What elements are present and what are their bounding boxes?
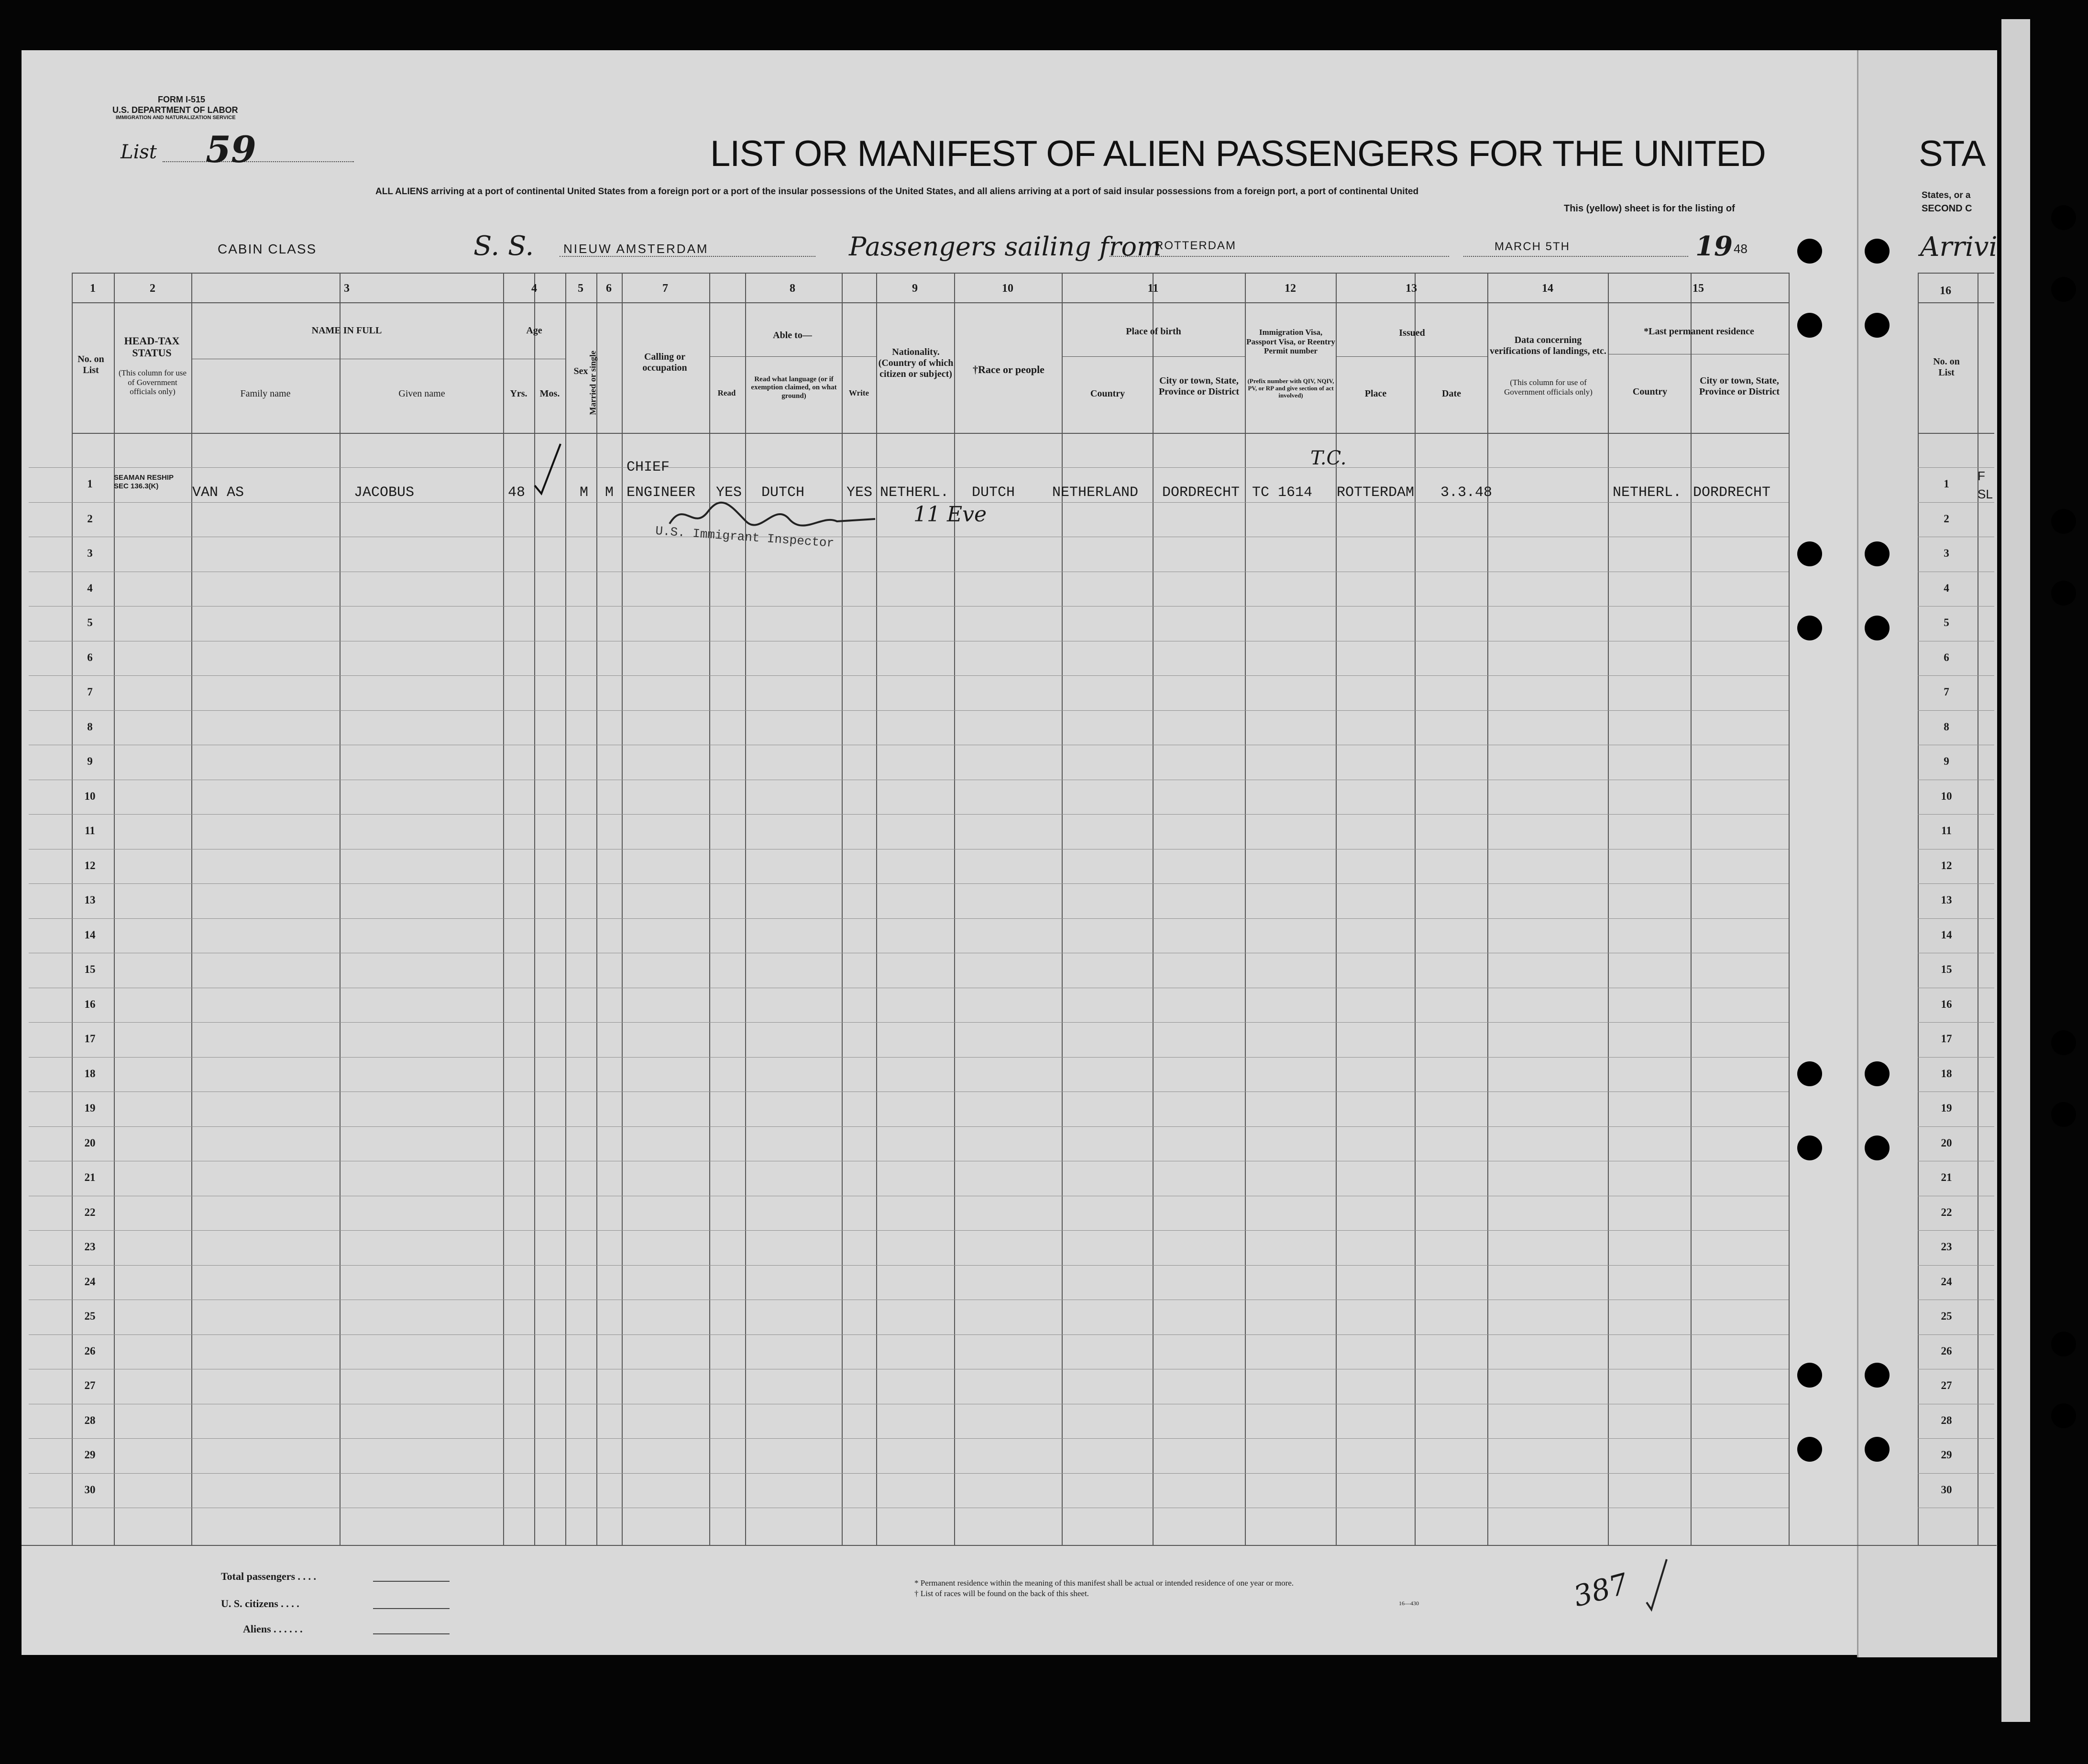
punch-hole [1797,1437,1822,1462]
birth-city: DORDRECHT [1162,485,1240,501]
punch-hole [1865,616,1890,640]
punch-hole [1797,1061,1822,1086]
row-number: 23 [84,1241,96,1253]
grid-row-line [29,1473,1789,1474]
edge-strip [2001,19,2030,1722]
column-number: 8 [790,282,795,295]
header-issued-date: Date [1442,388,1461,399]
grid-column-line [1608,273,1609,1545]
row-number: 11 [85,825,95,837]
grid-subheader-line [1062,356,1245,357]
row-number: 8 [87,720,93,733]
header-able-to: Able to— [773,330,812,341]
header-issued: Issued [1399,328,1425,338]
row-number: 18 [84,1067,96,1080]
issued-place: ROTTERDAM [1337,485,1415,501]
grid-row-line [29,710,1789,711]
column-number: 12 [1285,282,1296,295]
header-family-name: Family name [240,388,291,399]
grid-row-line [1918,675,1994,676]
header-visa-note: (Prefix number with QIV, NQIV, PV, or RP and give section of act involved) [1247,377,1334,399]
grid-row-line [29,1057,1789,1058]
grid-row-line [1918,502,1994,503]
grid-column-line [876,273,877,1545]
column-number: 4 [531,282,537,295]
header-nationality: Nationality. (Country of which citizen or subject) [878,347,954,379]
row-number: 14 [84,928,96,941]
punch-hole [2051,1030,2076,1055]
grid-subheader-line [1336,356,1487,357]
grid-header-line [72,273,1789,274]
grid-column-line [1415,273,1416,1545]
column-number: 14 [1542,282,1553,295]
row-number-right: 22 [1941,1206,1952,1218]
header-place-of-birth: Place of birth [1126,326,1181,337]
row-number: 19 [84,1102,96,1114]
grid-row-line [1918,710,1994,711]
occupation-line2: ENGINEER [626,485,696,501]
sailing-label: Passengers sailing from [849,232,1162,262]
grid-column-line [1789,273,1790,1545]
page-number: 387 [1570,1567,1632,1614]
grid-row-line [29,675,1789,676]
punch-hole [1797,541,1822,566]
form-id: FORM I-515 [158,95,206,104]
header-married: Married or single [588,351,598,415]
manifest-subtitle-continued: States, or a [1922,190,1971,200]
row-number-right: 17 [1941,1033,1952,1045]
header-head-tax-note: (This column for use of Government officials only) [118,368,187,397]
sheet-note: This (yellow) sheet is for the listing of [1564,203,1735,214]
row-number-right: 25 [1941,1310,1952,1322]
row-number: 4 [87,582,93,594]
footer-note-2: † List of races will be found on the back of this sheet. [914,1589,1089,1598]
row-number: 20 [84,1136,96,1149]
right-row-label-1: F [1978,469,1985,483]
residence-city: DORDRECHT [1693,485,1771,501]
row-number: 22 [84,1206,96,1218]
form-code: 16—430 [1399,1600,1419,1607]
punch-hole [1865,541,1890,566]
grid-column-line [565,273,566,1545]
grid-row-line [1918,467,1994,468]
header-name-in-full: NAME IN FULL [311,325,382,336]
grid-row-line [29,502,1789,503]
row-number: 15 [84,963,96,975]
nationality: NETHERL. [880,485,949,501]
row-number-right: 15 [1941,963,1952,975]
column-number: 5 [578,282,583,295]
row-number: 7 [87,686,93,698]
visa-number: TC 1614 [1252,485,1313,501]
row-number-right: 29 [1941,1449,1952,1461]
header-birth-country: Country [1090,388,1125,399]
grid-column-line [191,273,192,1545]
column-number: 3 [344,282,350,295]
inspector-stamp: U.S. Immigrant Inspector [655,523,835,551]
grid-row-line [29,1334,1789,1335]
punch-hole [1865,1136,1890,1160]
header-write: Write [848,388,869,397]
grid-row-line [29,814,1789,815]
punch-hole [1797,1363,1822,1388]
grid-column-line [1062,273,1063,1545]
punch-hole [1865,1363,1890,1388]
sex: M [580,485,589,501]
footer-checkmark [1643,1555,1671,1612]
can-read: YES [716,485,742,501]
row-number-right: 8 [1944,720,1949,733]
row-number-right: 6 [1944,651,1949,663]
punch-hole [1865,1061,1890,1086]
grid-column-line [622,273,623,1545]
grid-row-line [1918,1022,1994,1023]
manifest-sheet [22,50,1857,1655]
year-suffix: 48 [1734,242,1747,256]
grid-row-line [29,1438,1789,1439]
grid-row-line [1918,814,1994,815]
punch-hole [2051,205,2076,230]
grid-column-line [954,273,955,1545]
grid-header-line [72,433,1789,434]
grid-row-line [1918,883,1994,884]
header-residence-city: City or town, State, Province or District [1699,375,1780,397]
marital-status: M [605,485,614,501]
row-number: 27 [84,1379,96,1391]
punch-hole [2051,277,2076,302]
residence-country: NETHERL. [1613,485,1682,501]
us-citizens-label: U. S. citizens . . . . [221,1598,299,1610]
row-number: 24 [84,1275,96,1288]
row-number-right: 12 [1941,859,1952,871]
grid-header-line [72,302,1789,303]
row-number-right: 7 [1944,686,1949,698]
header-no-on-list: No. on List [77,354,104,375]
row-number-right: 18 [1941,1067,1952,1080]
department-name: U.S. DEPARTMENT OF LABOR [112,105,238,115]
total-line [373,1581,450,1582]
grid-column-line [72,273,73,1545]
manifest-subtitle: ALL ALIENS arriving at a port of continental United States from a foreign port or a port of the insular possessions of the United States, and all aliens arriving at a port of said insular possessions from a foreign port, a port of continental United [375,187,1419,197]
row-number-right: 19 [1941,1102,1952,1114]
row-number-right: 30 [1941,1483,1952,1496]
port-name: ROTTERDAM [1155,239,1236,252]
grid-column-line [114,273,115,1545]
row-number: 12 [84,859,96,871]
row-number: 16 [84,998,96,1010]
arriving-label: Arrivi [1920,232,1998,263]
sheet-note-continued: SECOND C [1922,203,1972,214]
header-sex: Sex [573,366,588,376]
birth-country: NETHERLAND [1052,485,1139,501]
header-data-concerning: Data concerning verifications of landings, etc. [1490,335,1606,356]
date-underline [1463,256,1688,257]
punch-hole [1797,239,1822,264]
row-number: 3 [87,547,93,559]
row-number-right: 27 [1941,1379,1952,1391]
aliens-label: Aliens . . . . . . [243,1623,303,1635]
row-number-right: 23 [1941,1241,1952,1253]
family-name: VAN AS [192,485,244,501]
header-residence-country: Country [1632,386,1668,397]
header-issued-place: Place [1364,388,1387,399]
header-birth-city: City or town, State, Province or District [1158,375,1240,397]
grid-row-line [29,883,1789,884]
row-number: 25 [84,1310,96,1322]
grid-row-line [1918,1057,1994,1058]
punch-hole [2051,1403,2076,1428]
age-checkmark [531,440,564,497]
header-race: †Race or people [973,364,1044,375]
column-number: 15 [1692,282,1704,295]
manifest-title-continued: STA [1919,133,1986,174]
service-name: IMMIGRATION AND NATURALIZATION SERVICE [116,115,236,121]
header-age: Age [526,325,542,336]
row-number-right: 2 [1944,512,1949,525]
grid-column-line [340,273,341,1545]
grid-subheader-line [709,356,876,357]
race: DUTCH [972,485,1015,501]
cabin-class: CABIN CLASS [218,242,317,256]
row-number: 13 [84,894,96,906]
row-number-right: 24 [1941,1275,1952,1288]
row-number-right: 20 [1941,1136,1952,1149]
grid-column-line [745,273,746,1545]
row-number: 9 [87,755,93,767]
header-yrs: Yrs. [510,388,527,399]
grid-row-line [1918,1230,1994,1231]
list-label: List [121,141,157,163]
column-number: 7 [662,282,668,295]
row-number-right: 5 [1944,617,1949,628]
row-number-right: 3 [1944,547,1949,559]
punch-hole [2051,1102,2076,1127]
can-write: YES [846,485,873,501]
year-prefix: 19 [1695,231,1733,262]
row-number-right: 4 [1944,582,1949,594]
row-number-right: 11 [1941,825,1952,837]
column-number: 10 [1002,282,1013,295]
grid-column-line [1487,273,1488,1545]
grid-column-line [503,273,504,1545]
ship-name: NIEUW AMSTERDAM [563,242,709,256]
row-number-right: 10 [1941,790,1952,802]
punch-hole [2051,581,2076,606]
grid-row-line [29,1022,1789,1023]
grid-row-line [29,1091,1789,1092]
grid-header-line [1918,433,1994,434]
grid-column-line [842,273,843,1545]
right-row-label-2: SL [1978,487,1993,501]
row-number: 28 [84,1414,96,1426]
punch-hole [1797,313,1822,338]
header-no-on-list-right: No. on List [1933,356,1960,378]
row-number: 10 [84,790,96,802]
port-underline [1110,256,1449,257]
read-language: DUTCH [761,485,805,501]
grid-row-line [29,467,1789,468]
grid-row-line [1918,1126,1994,1127]
row-number-right: 21 [1941,1171,1952,1183]
occupation-line1: CHIEF [626,459,670,475]
column-number: 9 [912,282,918,295]
grid-row-line [1918,918,1994,919]
given-name: JACOBUS [354,485,415,501]
row-number: 17 [84,1033,96,1045]
header-head-tax: HEAD-TAX STATUS [124,335,180,359]
row-number: 30 [84,1483,96,1496]
column-number-16: 16 [1940,285,1951,297]
grid-row-line [1918,1438,1994,1439]
grid-column-line [709,273,710,1545]
footer-note-1: * Permanent residence within the meaning of this manifest shall be actual or intended residence of one year or more. [914,1578,1294,1588]
grid-row-line [1918,1265,1994,1266]
header-calling: Calling or occupation [642,352,687,373]
row-number-right: 14 [1941,928,1952,941]
row-number-right: 26 [1941,1345,1952,1357]
header-mos: Mos. [539,388,560,399]
header-read: Read [717,388,736,397]
row-number: 1 [87,478,93,490]
manifest-title: LIST OR MANIFEST OF ALIEN PASSENGERS FOR THE UNITED [710,133,1766,174]
row-number-right: 16 [1941,998,1952,1010]
row-number-right: 28 [1941,1414,1952,1426]
column-number: 6 [606,282,612,295]
column-number: 1 [90,282,96,295]
column-number: 11 [1147,282,1159,295]
signature-note: 11 Eve [913,502,987,527]
column-number: 13 [1406,282,1417,295]
grid-row-line [1918,1091,1994,1092]
grid-row-line [29,1230,1789,1231]
punch-hole [2051,509,2076,534]
grid-column-line [1153,273,1154,1545]
row-number: 29 [84,1449,96,1461]
grid-column-line [1918,273,1919,1545]
punch-hole [1865,239,1890,264]
grid-row-line [29,1126,1789,1127]
age-years: 48 [508,485,526,501]
visa-handwritten-mark: T.C. [1310,447,1347,469]
header-given-name: Given name [398,388,445,399]
grid-column-line [1691,273,1692,1545]
row-number: 5 [87,617,93,628]
grid-row-line [29,1265,1789,1266]
punch-hole [1865,313,1890,338]
grid-header-line [1918,302,1994,303]
punch-hole [1797,1136,1822,1160]
head-tax-stamp: SEAMAN RESHIP SEC 136.3(K) [114,474,174,490]
ship-underline [560,256,815,257]
grid-column-line [596,273,597,1545]
grid-bottom-line [22,1545,1997,1546]
row-number: 2 [87,512,93,525]
list-number: 59 [206,128,256,171]
punch-hole [2051,1332,2076,1356]
header-last-residence: *Last permanent residence [1644,326,1754,337]
total-passengers-label: Total passengers . . . . [221,1570,317,1582]
row-number-right: 1 [1944,478,1949,490]
list-underline [163,161,354,162]
header-visa: Immigration Visa, Passport Visa, or Reentry Permit number [1246,328,1335,356]
row-number: 26 [84,1345,96,1357]
grid-row-line [1918,1473,1994,1474]
punch-hole [1797,616,1822,640]
citizens-line [373,1608,450,1609]
row-number-right: 9 [1944,755,1949,767]
issued-date: 3.3.48 [1440,485,1493,501]
ss-label: S. S. [473,231,534,262]
grid-header-line [1918,273,1994,274]
row-number: 6 [87,651,93,663]
column-number: 2 [150,282,155,295]
grid-column-line [1245,273,1246,1545]
grid-row-line [29,918,1789,919]
punch-hole [1865,1437,1890,1462]
grid-row-line [1918,1334,1994,1335]
row-number-right: 13 [1941,894,1952,906]
sailing-date: MARCH 5TH [1495,240,1571,253]
aliens-line [373,1633,450,1634]
header-data-note: (This column for use of Government officials only) [1504,378,1593,397]
header-read-language: Read what language (or if exemption claimed, on what ground) [751,375,837,400]
row-number: 21 [84,1171,96,1183]
